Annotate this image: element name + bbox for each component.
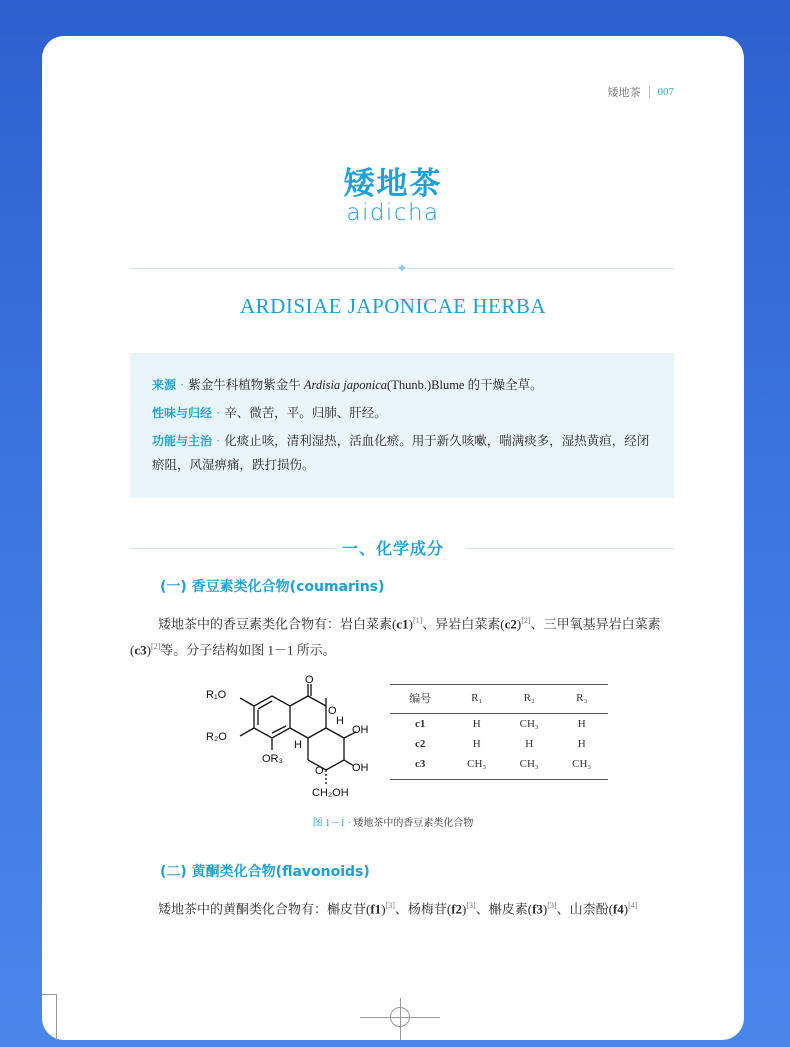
running-head	[608, 84, 675, 100]
source-text-post: (Thunb.)Blume 的干燥全草。	[387, 378, 543, 392]
label-oh-2: OH	[352, 762, 369, 774]
table-cell: H	[472, 718, 481, 730]
registration-circle-icon	[390, 1007, 410, 1027]
para-text: 、槲皮素(	[475, 901, 533, 917]
substituent-table	[390, 684, 608, 780]
source-species: Ardisia japonica	[303, 378, 388, 392]
table-cell: CH₃	[503, 754, 556, 780]
table-cell: c3	[390, 754, 450, 780]
label-ch2oh: CH₂OH	[312, 787, 349, 799]
label-pyran-o: O	[315, 765, 324, 777]
para-text: 矮地茶中的黄酮类化合物有：槲皮苷(	[158, 901, 371, 917]
subsection-heading-coumarins: (一) 香豆素类化合物(coumarins)	[160, 579, 385, 595]
crop-mark	[42, 994, 56, 995]
compound-id: c1	[396, 616, 409, 632]
section-title: 一、化学成分	[341, 539, 444, 558]
table-cell: H	[525, 738, 534, 750]
crop-mark	[56, 994, 57, 1040]
table-row	[390, 754, 608, 780]
citation[interactable]: [3]	[385, 901, 395, 910]
para-text: 、杨梅苷(	[394, 901, 452, 917]
table-cell: c1	[415, 718, 426, 730]
para-text: 等。分子结构如图 1－1 所示。	[160, 642, 336, 658]
table-cell: H	[577, 718, 586, 730]
compound-id: f2	[451, 901, 463, 917]
citation[interactable]: [3]	[466, 901, 476, 910]
bullet-dot-icon: ·	[345, 818, 354, 829]
citation[interactable]: [3]	[547, 901, 557, 910]
running-title: 矮地茶	[607, 87, 641, 99]
label-r1o: R₁O	[206, 689, 227, 701]
nature-text: 辛、微苦，平。归肺、肝经。	[224, 406, 387, 420]
subsection-heading-flavonoids: (二) 黄酮类化合物(flavonoids)	[160, 864, 370, 880]
para-text: 、三甲氧基异岩白菜素(	[130, 616, 661, 658]
page-title-pinyin: aidicha	[346, 200, 440, 226]
citation[interactable]: [1]	[412, 616, 423, 625]
nature-label: 性味与归经	[152, 406, 213, 420]
source-text-pre: 紫金牛科植物紫金牛	[188, 378, 304, 392]
coumarins-paragraph: 矮地茶中的香豆素类化合物有：岩白菜素(c1)[1]、异岩白菜素(c2)[2]、三甲氧基异岩白菜素(c3)[2]等。分子结构如图 1－1 所示。	[130, 616, 661, 658]
page-title-latin: ARDISIAE JAPONICAE HERBA	[239, 294, 546, 318]
table-header-row	[390, 685, 608, 714]
para-text: 矮地茶中的香豆素类化合物有：岩白菜素(	[158, 616, 397, 632]
table-cell: CH₃	[519, 718, 539, 730]
citation[interactable]: [2]	[521, 616, 531, 625]
bullet-dot-icon: ·	[180, 378, 185, 392]
page-number: 007	[657, 86, 674, 98]
function-row	[152, 429, 652, 477]
benzene-ring	[254, 696, 290, 738]
flavonoids-paragraph: 矮地茶中的黄酮类化合物有：槲皮苷(f1)[3]、杨梅苷(f2)[3]、槲皮素(f3)[3]、山柰酚(f4)[4]	[158, 901, 638, 917]
compound-id: c3	[134, 642, 147, 658]
compound-id: f3	[532, 901, 543, 917]
table-cell: CH₃	[555, 754, 608, 780]
citation[interactable]: [4]	[628, 901, 638, 910]
compound-id: c2	[504, 616, 517, 632]
label-h-2: H	[294, 739, 302, 751]
label-ring-o: O	[328, 705, 337, 717]
function-label: 功能与主治	[152, 434, 213, 448]
bergenin-structure-diagram	[192, 674, 369, 806]
label-oh-1: OH	[352, 724, 369, 736]
label-r2o: R₂O	[206, 731, 227, 743]
citation[interactable]: [2]	[150, 642, 161, 652]
herb-info-box	[130, 353, 674, 498]
table-row	[390, 734, 608, 754]
table-cell: H	[472, 738, 481, 750]
table-header: R₂	[503, 685, 556, 714]
label-or3: OR₃	[262, 753, 283, 765]
figure-caption	[42, 814, 744, 829]
table-cell: c2	[415, 738, 426, 750]
bullet-dot-icon: ·	[216, 434, 221, 448]
divider-ornament-icon: ❖	[398, 263, 407, 273]
header-separator	[649, 86, 650, 98]
figure-number: 图 1－1	[312, 818, 346, 829]
table-header: R₃	[555, 685, 608, 714]
nature-row	[152, 401, 652, 425]
para-text: 、异岩白菜素(	[422, 616, 505, 632]
table-header: 编号	[390, 685, 450, 714]
book-page	[42, 36, 744, 1040]
figure-caption-text: 矮地茶中的香豆素类化合物	[353, 818, 474, 829]
source-label: 来源	[152, 378, 177, 392]
page-title-chinese: 矮地茶	[343, 166, 443, 202]
para-text: 、山柰酚(	[556, 901, 613, 917]
table-cell: H	[577, 738, 586, 750]
label-h-1: H	[336, 715, 344, 727]
bullet-dot-icon: ·	[216, 406, 221, 420]
function-text: 化痰止咳，清利湿热，活血化瘀。用于新久咳嗽，喘满痰多，湿热黄疸，经闭瘀阻，风湿痹痛，跌打损伤。	[152, 434, 650, 472]
compound-id: f4	[612, 901, 624, 917]
table-header: R₁	[450, 685, 503, 714]
compound-id: f1	[370, 901, 382, 917]
table-row	[390, 714, 608, 735]
label-carbonyl-o: O	[305, 674, 314, 686]
table-cell: CH₃	[450, 754, 503, 780]
source-row	[152, 373, 652, 397]
